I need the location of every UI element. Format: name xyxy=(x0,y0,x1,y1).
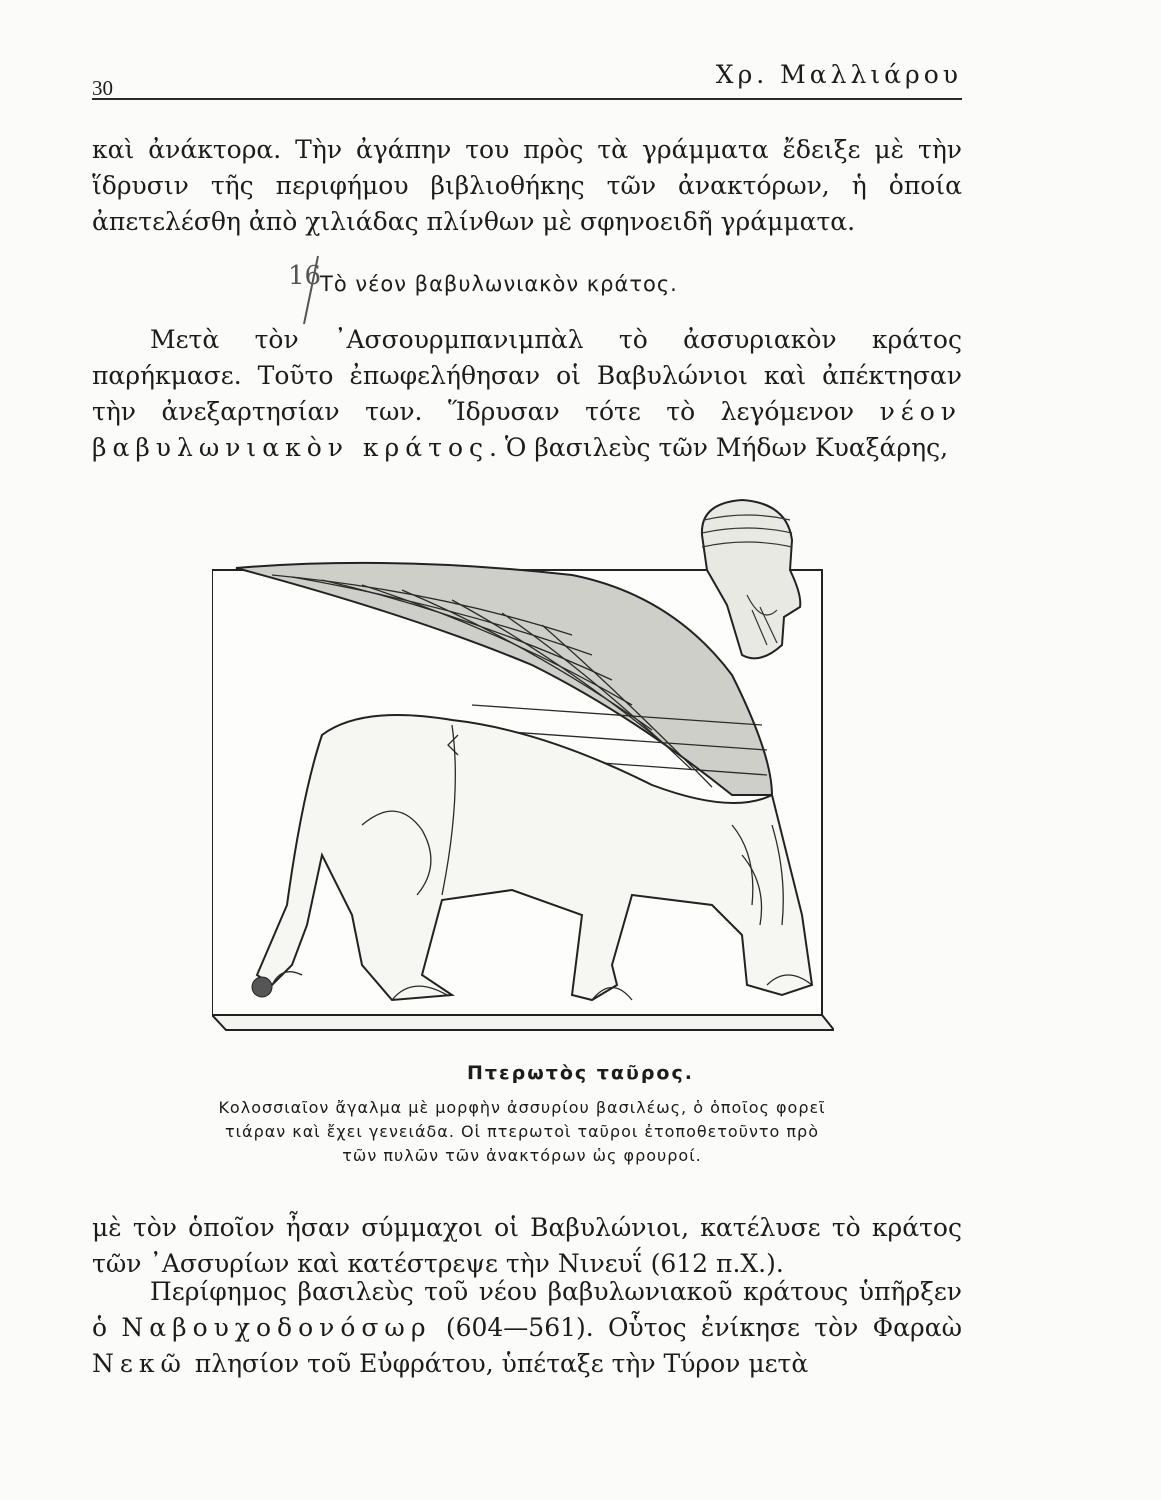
paragraph-4 xyxy=(92,1274,962,1382)
paragraph-4-name-emphasis-2: Νεκῶ xyxy=(92,1349,187,1378)
paragraph-4-text: Περίφημος βασιλεὺς τοῦ νέου βαβυλωνιακοῦ κράτους ὑπῆρξεν ὁ xyxy=(92,1277,962,1342)
paragraph-4-text-end: πλησίον τοῦ Εὐφράτου, ὑπέταξε τὴν Τύρον μετὰ xyxy=(186,1349,809,1378)
paragraph-2-text: Μετὰ τὸν ᾿Ασσουρμπανιμπὰλ τὸ ἀσσυριακὸν κράτος παρήκμασε. Τοῦτο ἐπωφελήθησαν οἱ Βαβυλώνιοι καὶ ἀπέκτησαν τὴν ἀνεξαρτησίαν των. Ἵδρυσαν τότε τὸ λεγόμενον xyxy=(92,325,962,426)
paragraph-2-emphasis: νέον βαβυλωνιακὸν κράτος xyxy=(92,397,962,462)
page-number: 30 xyxy=(92,76,113,100)
paragraph-2-text-end: . Ὁ βασιλεὺς τῶν Μήδων Κυαξάρης, xyxy=(489,433,949,462)
handwritten-annotation-text: 16 xyxy=(288,261,322,291)
paragraph-4-text-middle: (604—561). Οὗτος ἐνίκησε τὸν Φαραὼ xyxy=(431,1313,962,1342)
paragraph-4-name-emphasis: Ναβουχοδονόσωρ xyxy=(121,1313,432,1342)
section-heading: Τὸ νέον βαβυλωνιακὸν κράτος. xyxy=(320,272,678,296)
running-head: Χρ. Μαλλιάρου xyxy=(715,60,962,89)
winged-bull-illustration xyxy=(212,495,834,1040)
figure-caption-body: Κολοσσιαῖον ἄγαλμα μὲ μορφὴν ἀσσυρίου βασιλέως, ὁ ὁποῖος φορεῖ τιάραν καὶ ἔχει γενειάδα. Οἱ πτερωτοὶ ταῦροι ἐτοποθετοῦντο πρὸ τῶν πυλῶν τῶν ἀνακτόρων ὡς φρουροί. xyxy=(218,1098,826,1165)
paragraph-3: μὲ τὸν ὁποῖον ἦσαν σύμμαχοι οἱ Βαβυλώνιοι, κατέλυσε τὸ κράτος τῶν ᾿Ασσυρίων καὶ κατέστρεψε τὴν Νινευΐ (612 π.Χ.). xyxy=(92,1213,962,1278)
paragraph-2 xyxy=(92,322,962,466)
figure-caption-title: Πτερωτὸς ταῦρος. xyxy=(467,1062,694,1084)
paragraph-1: καὶ ἀνάκτορα. Τὴν ἀγάπην του πρὸς τὰ γράμματα ἔδειξε μὲ τὴν ἵδρυσιν τῆς περιφήμου βιβλιοθήκης τῶν ἀνακτόρων, ἡ ὁποία ἀπετελέσθη ἀπὸ χιλιάδας πλίνθων μὲ σφηνοειδῆ γράμματα. xyxy=(92,135,962,236)
page-header xyxy=(92,52,962,100)
